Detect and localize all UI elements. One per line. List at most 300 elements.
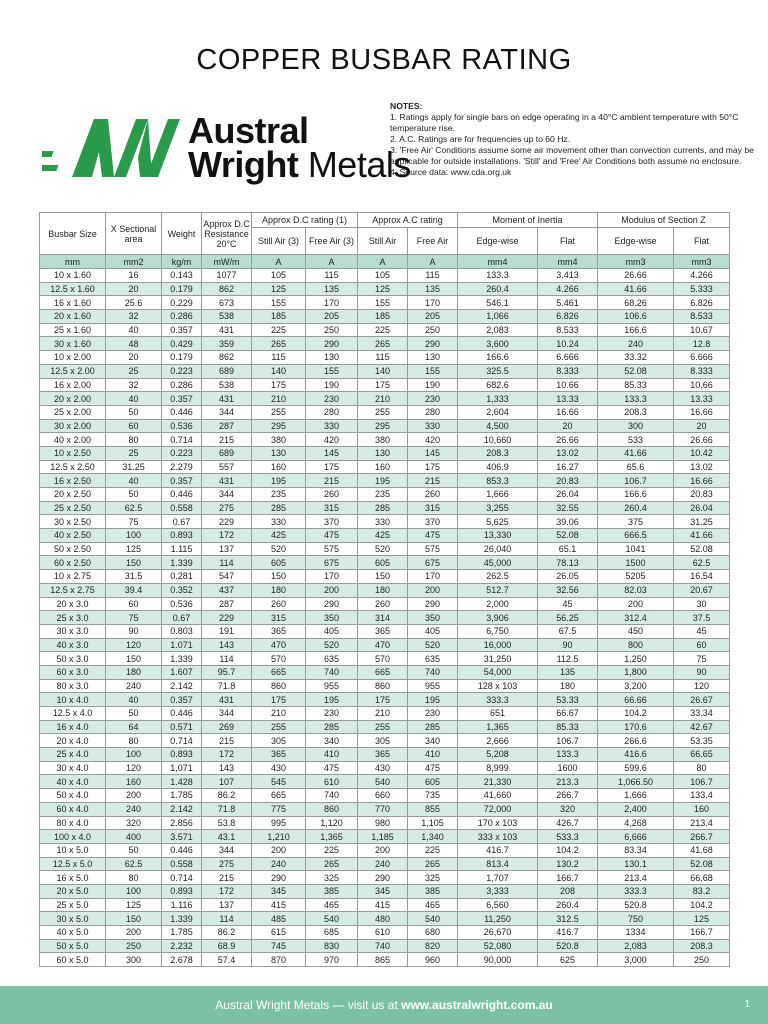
table-cell: 80 (106, 734, 162, 748)
table-cell: 175 (252, 378, 306, 392)
table-cell: 30 x 3.0 (40, 624, 106, 638)
table-cell: 240 (358, 857, 408, 871)
table-cell: 333 x 103 (458, 830, 538, 844)
table-cell: 12.8 (674, 337, 730, 351)
table-cell: 40 (106, 323, 162, 337)
table-cell: 16.66 (674, 474, 730, 488)
table-cell: 85.33 (598, 378, 674, 392)
table-cell: 2.856 (162, 816, 202, 830)
table-cell: 115 (358, 351, 408, 365)
table-cell: 60 (674, 638, 730, 652)
table-row (40, 871, 730, 885)
table-cell: 1,333 (458, 392, 538, 406)
table-cell: 208.3 (674, 939, 730, 953)
table-cell: 3,333 (458, 884, 538, 898)
table-cell: 172 (202, 748, 252, 762)
table-cell: 540 (358, 775, 408, 789)
table-cell: 205 (408, 310, 458, 324)
table-cell: 225 (252, 323, 306, 337)
table-cell: 260.4 (458, 282, 538, 296)
table-cell: 32.55 (538, 501, 598, 515)
table-cell: 10 x 1.60 (40, 269, 106, 283)
table-cell: 1,250 (598, 652, 674, 666)
table-row (40, 529, 730, 543)
table-row (40, 501, 730, 515)
table-cell: 104.2 (538, 843, 598, 857)
table-cell: 160 (252, 460, 306, 474)
table-cell: 230 (408, 392, 458, 406)
table-cell: 125 (358, 282, 408, 296)
table-row (40, 720, 730, 734)
table-cell: 50 x 4.0 (40, 789, 106, 803)
table-cell: 133.3 (598, 392, 674, 406)
table-cell: 1,340 (408, 830, 458, 844)
col-header-resistance: Approx D.C Resistance 20°C (202, 213, 252, 255)
table-cell: 160 (106, 775, 162, 789)
footer-website-link[interactable]: www.australwright.com.au (401, 998, 553, 1012)
table-cell: 287 (202, 597, 252, 611)
table-cell: 200 (598, 597, 674, 611)
table-cell: 166.6 (598, 323, 674, 337)
table-cell: 1,666 (458, 488, 538, 502)
table-cell: 130.1 (598, 857, 674, 871)
table-cell: 1.339 (162, 556, 202, 570)
table-cell: 66.65 (674, 748, 730, 762)
table-cell: 26.05 (538, 570, 598, 584)
table-cell: 330 (408, 419, 458, 433)
table-cell: 475 (306, 761, 358, 775)
table-cell: 25 x 4.0 (40, 748, 106, 762)
table-cell: 26.04 (538, 488, 598, 502)
table-row (40, 542, 730, 556)
table-cell: 5.333 (674, 282, 730, 296)
table-cell: 1,185 (358, 830, 408, 844)
table-cell: 95.7 (202, 665, 252, 679)
table-cell: 545 (252, 775, 306, 789)
table-cell: 185 (252, 310, 306, 324)
table-cell: 12.5 x 2.50 (40, 460, 106, 474)
table-cell: 365 (252, 748, 306, 762)
table-cell: 314 (358, 611, 408, 625)
table-cell: 1,066.50 (598, 775, 674, 789)
table-cell: 80 (106, 871, 162, 885)
table-cell: 260.4 (538, 898, 598, 912)
table-cell: 210 (252, 707, 306, 721)
table-cell: 0.67 (162, 515, 202, 529)
table-cell: 16 x 2.50 (40, 474, 106, 488)
table-cell: 330 (252, 515, 306, 529)
table-row (40, 789, 730, 803)
table-cell: 26.67 (674, 693, 730, 707)
table-cell: 275 (202, 501, 252, 515)
table-cell: 32 (106, 378, 162, 392)
table-cell: 265 (408, 857, 458, 871)
table-row (40, 337, 730, 351)
table-cell: 26,670 (458, 926, 538, 940)
table-cell: 1.116 (162, 898, 202, 912)
table-cell: 60 (106, 597, 162, 611)
aw-logo-icon (42, 117, 182, 179)
table-cell: 5.461 (538, 296, 598, 310)
table-cell: 16 x 4.0 (40, 720, 106, 734)
table-cell: 260 (358, 597, 408, 611)
table-cell: 12.5 x 4.0 (40, 707, 106, 721)
table-cell: 57.4 (202, 953, 252, 967)
table-cell: 170 (306, 570, 358, 584)
table-cell: 120 (106, 761, 162, 775)
table-cell: 114 (202, 912, 252, 926)
table-cell: 475 (408, 761, 458, 775)
table-cell: 295 (252, 419, 306, 433)
table-cell: 104.2 (674, 898, 730, 912)
table-cell: 75 (106, 515, 162, 529)
table-cell: 575 (306, 542, 358, 556)
table-cell: 130 (252, 446, 306, 460)
table-cell: 83.2 (674, 884, 730, 898)
table-cell: 40 x 5.0 (40, 926, 106, 940)
table-cell: 3,600 (458, 337, 538, 351)
table-cell: 31,250 (458, 652, 538, 666)
table-cell: 180 (106, 665, 162, 679)
table-cell: 520.8 (538, 939, 598, 953)
table-cell: 10.24 (538, 337, 598, 351)
table-cell: 135 (306, 282, 358, 296)
table-cell: 1077 (202, 269, 252, 283)
table-cell: 20 x 3.0 (40, 597, 106, 611)
table-cell: 0.571 (162, 720, 202, 734)
table-cell: 30 (674, 597, 730, 611)
table-cell: 115 (306, 269, 358, 283)
table-cell: 215 (306, 474, 358, 488)
table-cell: 0.179 (162, 351, 202, 365)
table-cell: 375 (598, 515, 674, 529)
table-cell: 230 (306, 707, 358, 721)
table-cell: 195 (408, 693, 458, 707)
table-cell: 305 (252, 734, 306, 748)
table-cell: 0.893 (162, 884, 202, 898)
table-cell: 6,666 (598, 830, 674, 844)
table-cell: 210 (358, 707, 408, 721)
table-cell: 8.533 (674, 310, 730, 324)
table-cell: 150 (358, 570, 408, 584)
table-cell: 547 (202, 570, 252, 584)
table-cell: 540 (306, 912, 358, 926)
table-cell: 41.68 (674, 843, 730, 857)
table-cell: 50 x 2.50 (40, 542, 106, 556)
table-row (40, 488, 730, 502)
page-number: 1 (744, 999, 750, 1010)
table-cell: 290 (408, 337, 458, 351)
table-cell: 426.7 (538, 816, 598, 830)
table-cell: 175 (408, 460, 458, 474)
table-cell: 344 (202, 707, 252, 721)
table-cell: 125 (252, 282, 306, 296)
table-cell: 195 (252, 474, 306, 488)
footer-label: Austral Wright Metals — visit us at (215, 998, 402, 1012)
table-cell: 25.6 (106, 296, 162, 310)
table-cell: 175 (358, 693, 408, 707)
table-cell: 106.7 (538, 734, 598, 748)
table-cell: 137 (202, 542, 252, 556)
table-cell: 71.8 (202, 679, 252, 693)
table-cell: 465 (306, 898, 358, 912)
table-cell: 431 (202, 392, 252, 406)
table-cell: 285 (252, 501, 306, 515)
table-cell: 1.607 (162, 665, 202, 679)
table-cell: 10 x 4.0 (40, 693, 106, 707)
table-cell: 570 (358, 652, 408, 666)
table-row (40, 310, 730, 324)
table-cell: 610 (358, 926, 408, 940)
table-cell: 312.4 (598, 611, 674, 625)
table-cell: 208 (538, 884, 598, 898)
table-cell: 90 (538, 638, 598, 652)
table-cell: 190 (306, 378, 358, 392)
table-cell: 160 (358, 460, 408, 474)
table-cell: 33.34 (674, 707, 730, 721)
table-cell: 16.27 (538, 460, 598, 474)
table-cell: 416.7 (538, 926, 598, 940)
table-cell: 190 (408, 378, 458, 392)
table-cell: 50 x 5.0 (40, 939, 106, 953)
col-header-modulus: Modulus of Section Z (598, 213, 730, 228)
table-cell: 32 (106, 310, 162, 324)
table-cell: 16 (106, 269, 162, 283)
table-row (40, 665, 730, 679)
table-cell: 1,800 (598, 665, 674, 679)
table-cell: 104.2 (598, 707, 674, 721)
table-cell: 53.8 (202, 816, 252, 830)
table-cell: 32.56 (538, 583, 598, 597)
table-cell: 225 (306, 843, 358, 857)
table-cell: 210 (252, 392, 306, 406)
table-cell: 345 (358, 884, 408, 898)
table-cell: 137 (202, 898, 252, 912)
table-cell: 64 (106, 720, 162, 734)
table-cell: 260 (408, 488, 458, 502)
table-cell: 1334 (598, 926, 674, 940)
table-cell: 50 (106, 405, 162, 419)
table-cell: 175 (252, 693, 306, 707)
table-cell: 140 (358, 364, 408, 378)
header-row-group (40, 213, 730, 228)
table-cell: 533 (598, 433, 674, 447)
table-row (40, 953, 730, 967)
table-row (40, 679, 730, 693)
table-cell: 540 (408, 912, 458, 926)
table-row (40, 884, 730, 898)
table-cell: 41.66 (598, 282, 674, 296)
table-row (40, 652, 730, 666)
table-cell: 21,330 (458, 775, 538, 789)
table-cell: 240 (252, 857, 306, 871)
table-cell: 660 (358, 789, 408, 803)
table-row (40, 556, 730, 570)
table-cell: 16 x 2.00 (40, 378, 106, 392)
table-cell: 166.7 (674, 926, 730, 940)
table-cell: 205 (306, 310, 358, 324)
table-cell: 860 (306, 802, 358, 816)
table-cell: 10.66 (538, 378, 598, 392)
logo-text-wright-metals (188, 144, 411, 185)
table-cell: 0.536 (162, 419, 202, 433)
table-cell: 410 (408, 748, 458, 762)
table-row (40, 802, 730, 816)
table-cell: 538 (202, 310, 252, 324)
table-cell: 13.02 (538, 446, 598, 460)
table-cell: 130 (306, 351, 358, 365)
table-cell: 10 x 5.0 (40, 843, 106, 857)
table-cell: 215 (202, 871, 252, 885)
table-cell: 1.071 (162, 638, 202, 652)
table-cell: 114 (202, 652, 252, 666)
table-cell: 290 (306, 597, 358, 611)
table-cell: 52,080 (458, 939, 538, 953)
table-row (40, 748, 730, 762)
table-cell: 450 (598, 624, 674, 638)
table-cell: 170 (408, 570, 458, 584)
table-cell: 255 (252, 720, 306, 734)
table-cell: 345 (252, 884, 306, 898)
table-cell: 485 (252, 912, 306, 926)
table-cell: 90,000 (458, 953, 538, 967)
table-cell: 30 x 4.0 (40, 761, 106, 775)
unit-cell: A (408, 255, 458, 269)
table-cell: 10.67 (674, 323, 730, 337)
footer-text (0, 998, 768, 1012)
table-cell: 2,400 (598, 802, 674, 816)
table-cell: 860 (358, 679, 408, 693)
table-cell: 0.357 (162, 323, 202, 337)
company-logo (42, 110, 411, 185)
table-cell: 229 (202, 515, 252, 529)
table-cell: 625 (538, 953, 598, 967)
table-cell: 66.67 (538, 707, 598, 721)
table-cell: 3,906 (458, 611, 538, 625)
table-row (40, 269, 730, 283)
table-cell: 200 (106, 926, 162, 940)
table-cell: 2.232 (162, 939, 202, 953)
table-cell: 42.67 (674, 720, 730, 734)
table-cell: 230 (306, 392, 358, 406)
table-row (40, 296, 730, 310)
table-cell: 191 (202, 624, 252, 638)
table-cell: 250 (106, 939, 162, 953)
table-cell: 1,365 (306, 830, 358, 844)
table-cell: 105 (252, 269, 306, 283)
table-cell: 53.33 (538, 693, 598, 707)
table-cell: 0.893 (162, 529, 202, 543)
table-cell: 13.33 (538, 392, 598, 406)
table-row (40, 843, 730, 857)
busbar-rating-table (39, 212, 730, 967)
table-cell: 71.8 (202, 802, 252, 816)
table-cell: 2,083 (598, 939, 674, 953)
table-cell: 680 (408, 926, 458, 940)
col-header-busbar-size: Busbar Size (40, 213, 106, 255)
table-cell: 285 (408, 720, 458, 734)
table-cell: 52.08 (674, 542, 730, 556)
table-cell: 6.826 (538, 310, 598, 324)
table-row (40, 912, 730, 926)
col-header-moment-of-inertia: Moment of Inertia (458, 213, 598, 228)
table-cell: 416.6 (598, 748, 674, 762)
table-cell: 213.4 (598, 871, 674, 885)
table-cell: 39.4 (106, 583, 162, 597)
table-cell: 855 (408, 802, 458, 816)
table-cell: 520 (358, 542, 408, 556)
table-cell: 0.286 (162, 378, 202, 392)
table-cell: 200 (106, 789, 162, 803)
col-header-moment-edge-wise: Edge-wise (458, 228, 538, 255)
table-cell: 673 (202, 296, 252, 310)
table-cell: 20.83 (674, 488, 730, 502)
table-cell: 45 (538, 597, 598, 611)
table-cell: 60 x 2.50 (40, 556, 106, 570)
table-cell: 0.352 (162, 583, 202, 597)
table-cell: 735 (408, 789, 458, 803)
table-cell: 320 (106, 816, 162, 830)
table-cell: 8.333 (674, 364, 730, 378)
table-cell: 425 (358, 529, 408, 543)
table-cell: 235 (358, 488, 408, 502)
table-cell: 970 (306, 953, 358, 967)
table-cell: 333.3 (598, 884, 674, 898)
table-cell: 62.5 (674, 556, 730, 570)
table-cell: 53.35 (674, 734, 730, 748)
table-cell: 75 (106, 611, 162, 625)
table-cell: 350 (306, 611, 358, 625)
table-cell: 431 (202, 474, 252, 488)
table-cell: 5,208 (458, 748, 538, 762)
table-cell: 10 x 2.50 (40, 446, 106, 460)
table-cell: 100 (106, 884, 162, 898)
table-cell: 570 (252, 652, 306, 666)
table-cell: 860 (252, 679, 306, 693)
table-cell: 66.68 (674, 871, 730, 885)
table-cell: 135 (408, 282, 458, 296)
table-cell: 380 (358, 433, 408, 447)
table-cell: 166.7 (538, 871, 598, 885)
table-cell: 359 (202, 337, 252, 351)
table-cell: 955 (408, 679, 458, 693)
table-cell: 870 (252, 953, 306, 967)
table-cell: 128 x 103 (458, 679, 538, 693)
table-cell: 431 (202, 693, 252, 707)
table-cell: 605 (408, 775, 458, 789)
table-cell: 1.785 (162, 926, 202, 940)
table-cell: 475 (306, 529, 358, 543)
table-cell: 20.67 (674, 583, 730, 597)
unit-cell: A (252, 255, 306, 269)
table-cell: 380 (252, 433, 306, 447)
table-cell: 2.142 (162, 679, 202, 693)
table-cell: 740 (358, 939, 408, 953)
unit-cell: mm (40, 255, 106, 269)
table-cell: 1.339 (162, 912, 202, 926)
table-cell: 2,000 (458, 597, 538, 611)
table-cell: 20 (538, 419, 598, 433)
table-cell: 800 (598, 638, 674, 652)
table-cell: 6.666 (538, 351, 598, 365)
table-cell: 213.4 (674, 816, 730, 830)
table-cell: 5,625 (458, 515, 538, 529)
table-cell: 430 (252, 761, 306, 775)
table-cell: 520 (252, 542, 306, 556)
table-cell: 31.5 (106, 570, 162, 584)
table-cell: 33.32 (598, 351, 674, 365)
logo-text-austral: Austral (188, 110, 309, 151)
